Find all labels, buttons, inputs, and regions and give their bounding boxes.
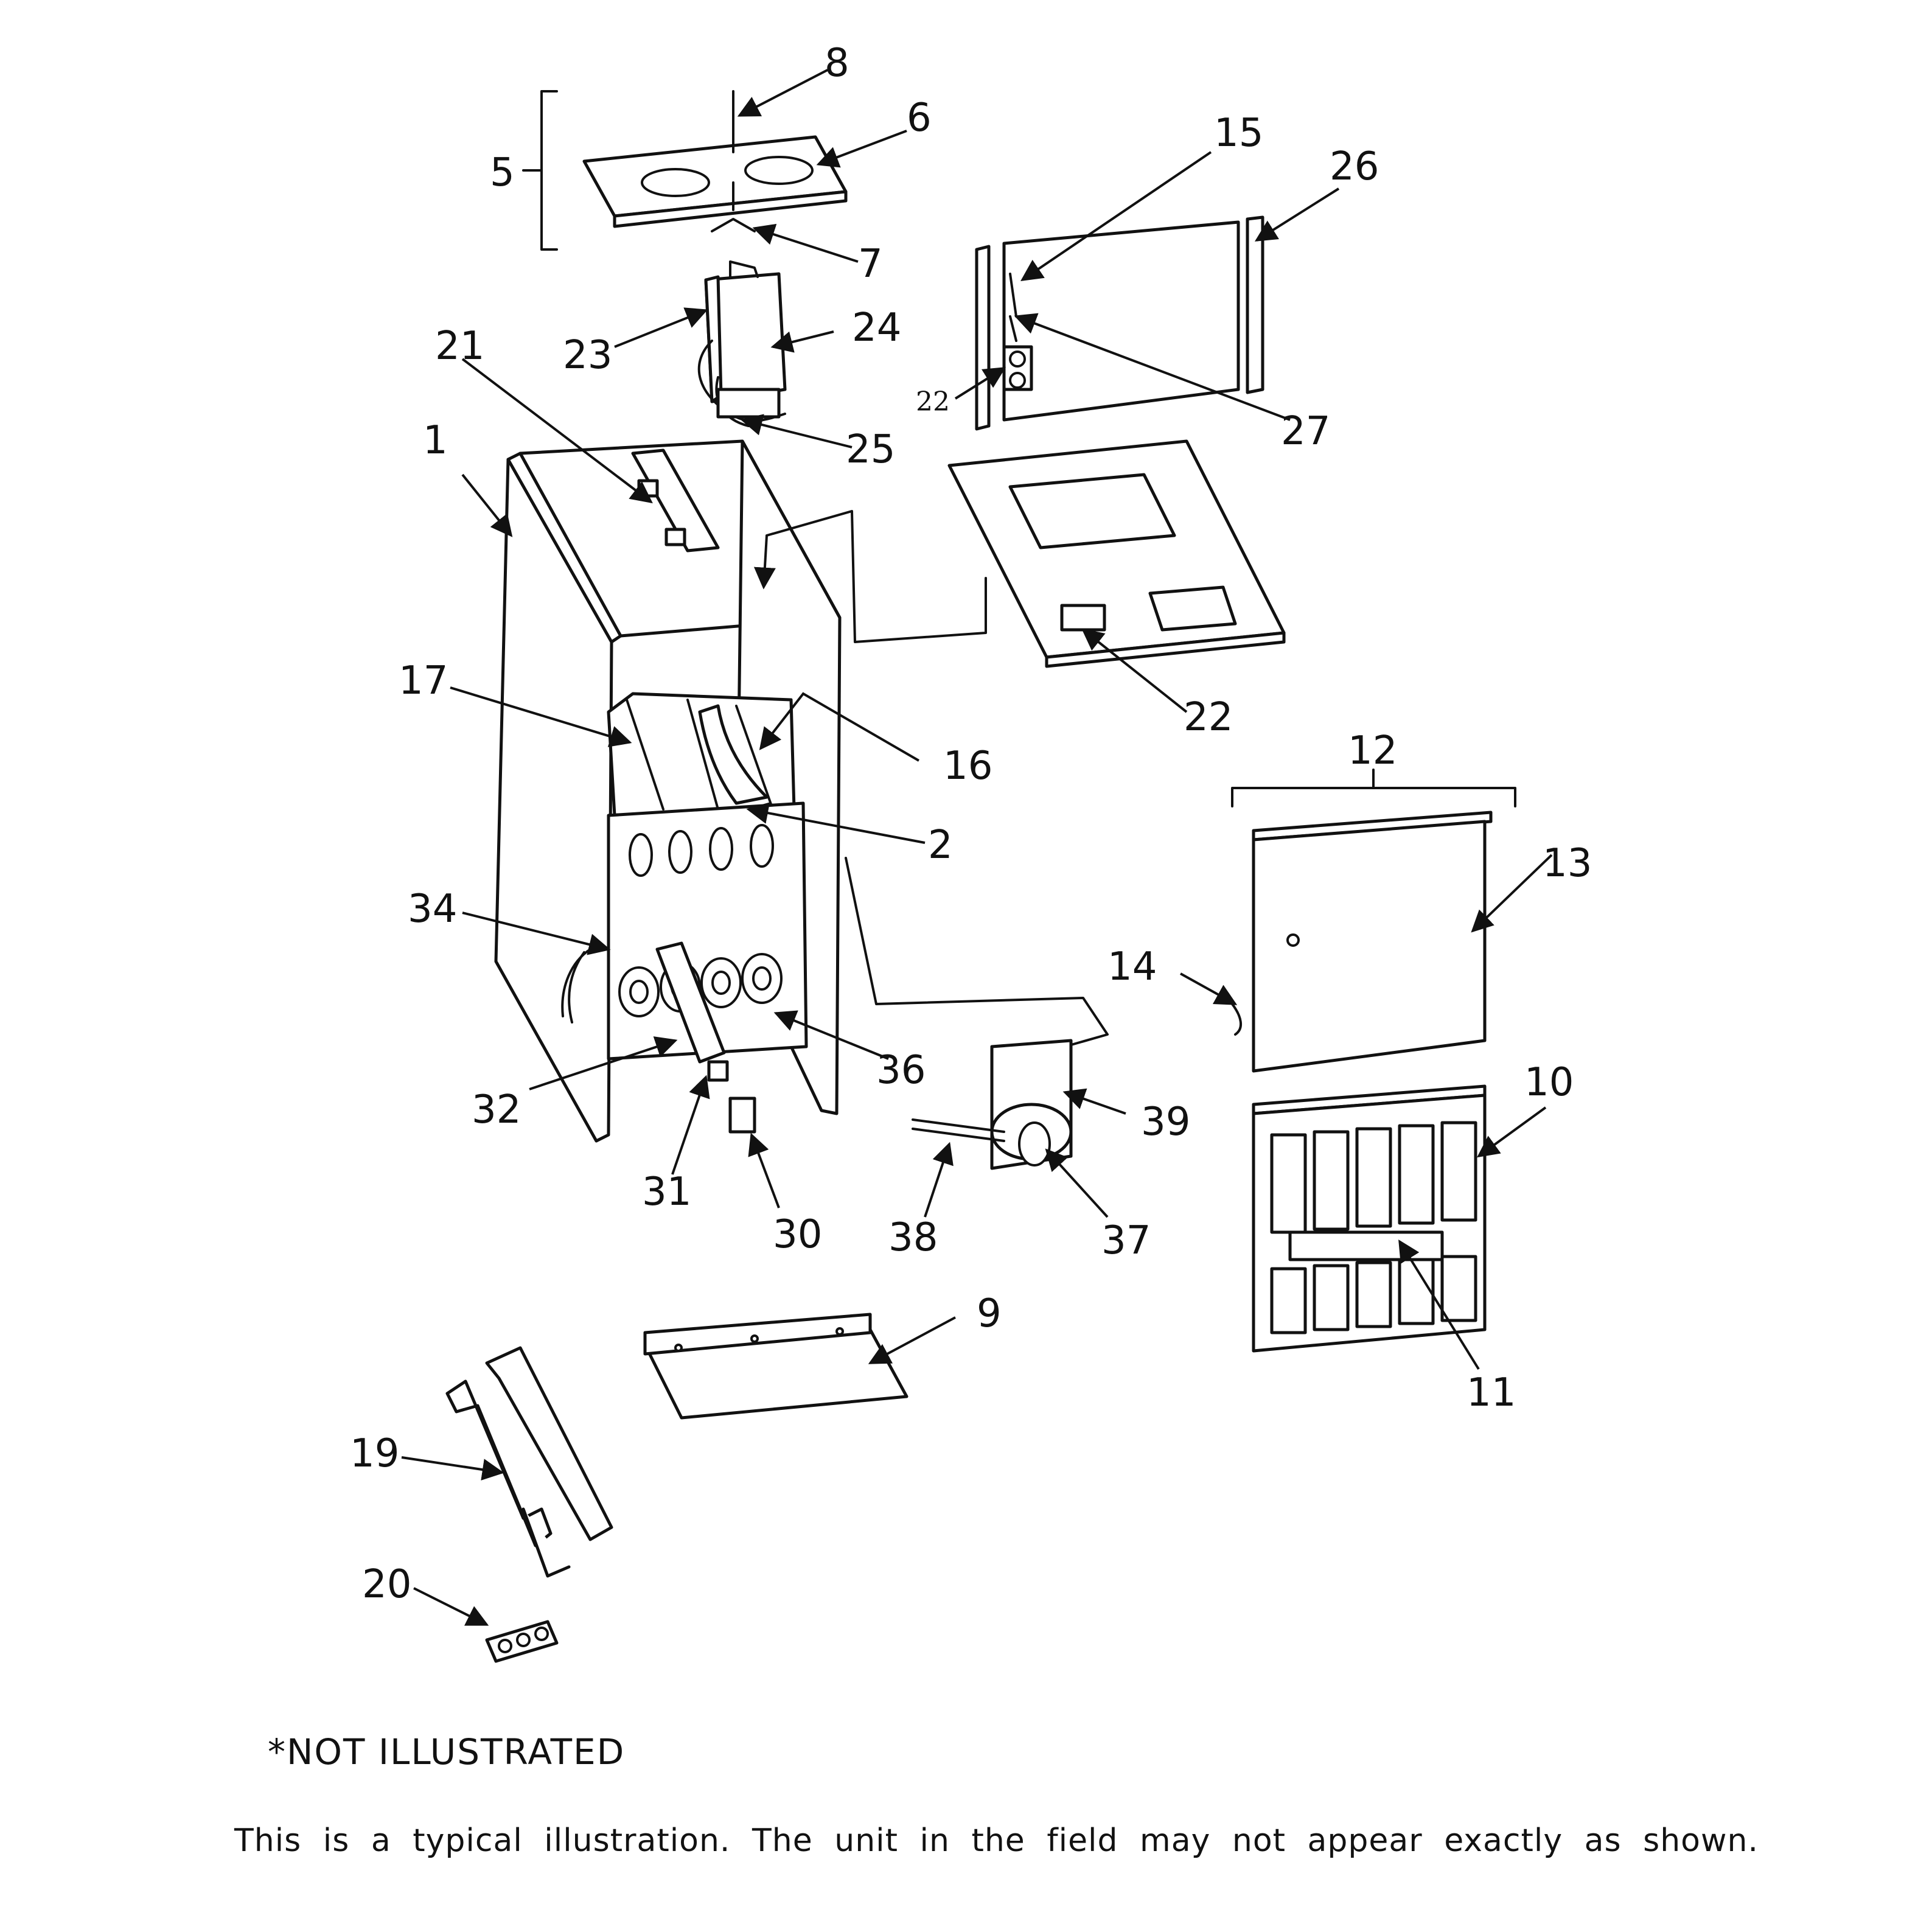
terminal-block [487, 1622, 557, 1661]
callout-6: 6 [907, 96, 932, 141]
not-illustrated-note: *NOT ILLUSTRATED [268, 1731, 626, 1773]
callout-38: 38 [888, 1215, 938, 1260]
callout-15: 15 [1214, 111, 1264, 156]
callout-11: 11 [1466, 1370, 1516, 1415]
access-panel [949, 441, 1284, 666]
callout-9: 9 [977, 1291, 1002, 1336]
callout-12: 12 [1348, 728, 1398, 773]
inner-panel [1004, 222, 1238, 420]
inner-door-panel [977, 217, 1263, 429]
callout-37: 37 [1101, 1218, 1151, 1263]
callout-17: 17 [399, 658, 448, 703]
upper-door-panel [1254, 821, 1485, 1071]
control-box [699, 262, 785, 426]
bracket-7 [712, 219, 755, 231]
callout-36: 36 [876, 1048, 926, 1093]
top-plate-assembly [523, 91, 846, 249]
callout-10: 10 [1524, 1060, 1574, 1105]
callout-2: 2 [928, 823, 953, 868]
callout-5: 5 [490, 150, 515, 195]
callout-31: 31 [642, 1170, 692, 1215]
callout-23: 23 [563, 333, 613, 378]
lower-door [1254, 1086, 1485, 1351]
upper-door [1232, 770, 1515, 1071]
bracket-5 [542, 91, 557, 249]
callout-26: 26 [1330, 144, 1379, 189]
inducer-blower [846, 858, 1107, 1168]
callout-22-access-panel: 22 [1184, 695, 1233, 740]
callout-30: 30 [773, 1212, 823, 1257]
callout-22-inner-panel: 22 [916, 386, 950, 417]
callout-24: 24 [852, 305, 902, 350]
callout-7: 7 [858, 242, 883, 287]
callout-16: 16 [943, 744, 993, 789]
callout-27: 27 [1281, 409, 1331, 454]
callout-20: 20 [362, 1562, 412, 1607]
cabinet [496, 441, 840, 1141]
disclaimer-note: This is a typical illustration. The unit in the field may not appear exactly as shown. [234, 1822, 1759, 1859]
callout-19: 19 [350, 1431, 400, 1476]
support-rails [447, 1348, 612, 1576]
callout-8: 8 [825, 41, 849, 86]
base-tray [645, 1314, 907, 1418]
callout-14: 14 [1107, 944, 1157, 989]
callout-21: 21 [435, 324, 485, 369]
callout-13: 13 [1543, 841, 1592, 886]
callout-39: 39 [1141, 1100, 1191, 1145]
callout-34: 34 [408, 887, 458, 932]
callout-1: 1 [423, 418, 448, 463]
callout-25: 25 [846, 427, 896, 472]
callout-32: 32 [472, 1087, 521, 1132]
